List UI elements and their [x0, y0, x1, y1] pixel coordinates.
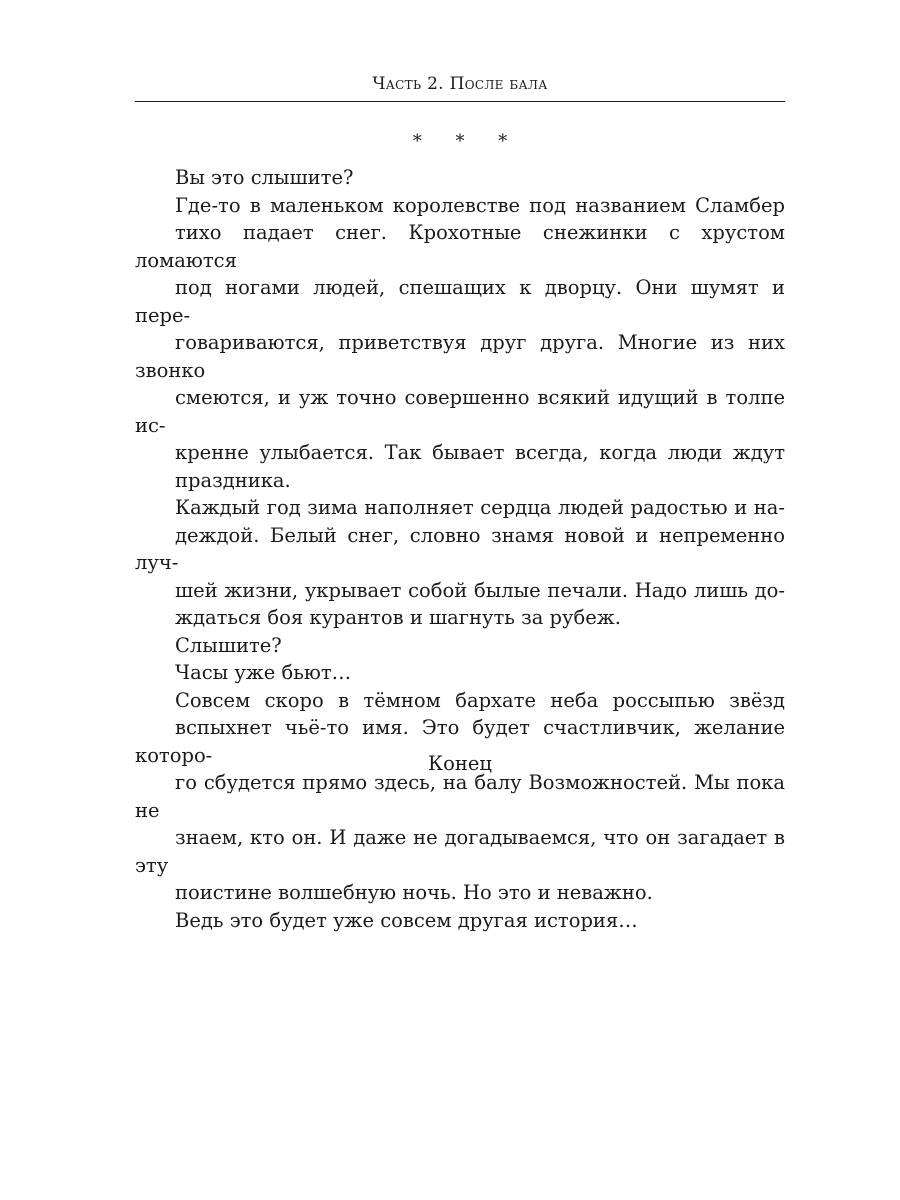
text-line: Часы уже бьют… — [175, 661, 352, 684]
text-line: говариваются, приветствуя друг друга. Многие из них звонко — [135, 331, 785, 382]
text-line: шей жизни, укрывает собой былые печали. Надо лишь до- — [175, 578, 785, 602]
text-line: смеются, и уж точно совершенно всякий идущий в толпе ис- — [135, 386, 785, 437]
paragraph-4 — [135, 632, 785, 660]
text-line: кренне улыбается. Так бывает всегда, когда люди ждут — [175, 441, 785, 464]
body-text — [135, 164, 785, 934]
text-line: под ногами людей, спешащих к дворцу. Они шумят и пере- — [135, 276, 785, 327]
text-line: праздника. — [175, 468, 291, 492]
section-separator: * * * — [412, 131, 522, 152]
text-line: Ведь это будет уже совсем другая история… — [175, 908, 638, 932]
paragraph-5 — [135, 659, 785, 687]
paragraph-6 — [135, 687, 785, 907]
text-line: ждаться боя курантов и шагнуть за рубеж. — [175, 606, 621, 629]
text-line: Вы это слышите? — [175, 166, 354, 189]
header-rule — [135, 101, 785, 102]
text-line: Где-то в маленьком королевстве под названием Сламбер — [175, 193, 785, 217]
text-line: Каждый год зима наполняет сердца людей радостью и на- — [175, 496, 785, 519]
text-line: тихо падает снег. Крохотные снежинки с хрустом ломаются — [135, 221, 785, 272]
paragraph-2 — [135, 192, 785, 495]
text-line: деждой. Белый снег, словно знамя новой и непременно луч- — [135, 523, 785, 574]
paragraph-3 — [135, 494, 785, 632]
text-line: поистине волшебную ночь. Но это и неважно. — [175, 881, 653, 904]
paragraph-1 — [135, 164, 785, 192]
text-line: Совсем скоро в тёмном бархате неба россыпью звёзд — [175, 688, 785, 712]
running-header: Часть 2. После бала — [372, 74, 548, 94]
ending-word: Конец — [428, 752, 492, 775]
text-line: знаем, кто он. И даже не догадываемся, что он загадает в эту — [135, 826, 785, 877]
text-line: вспыхнет чьё-то имя. Это будет счастливчик, желание которо- — [135, 716, 785, 767]
paragraph-7 — [135, 907, 785, 935]
text-line: Слышите? — [175, 633, 282, 657]
text-line: го сбудется прямо здесь, на балу Возможностей. Мы пока не — [135, 771, 785, 822]
